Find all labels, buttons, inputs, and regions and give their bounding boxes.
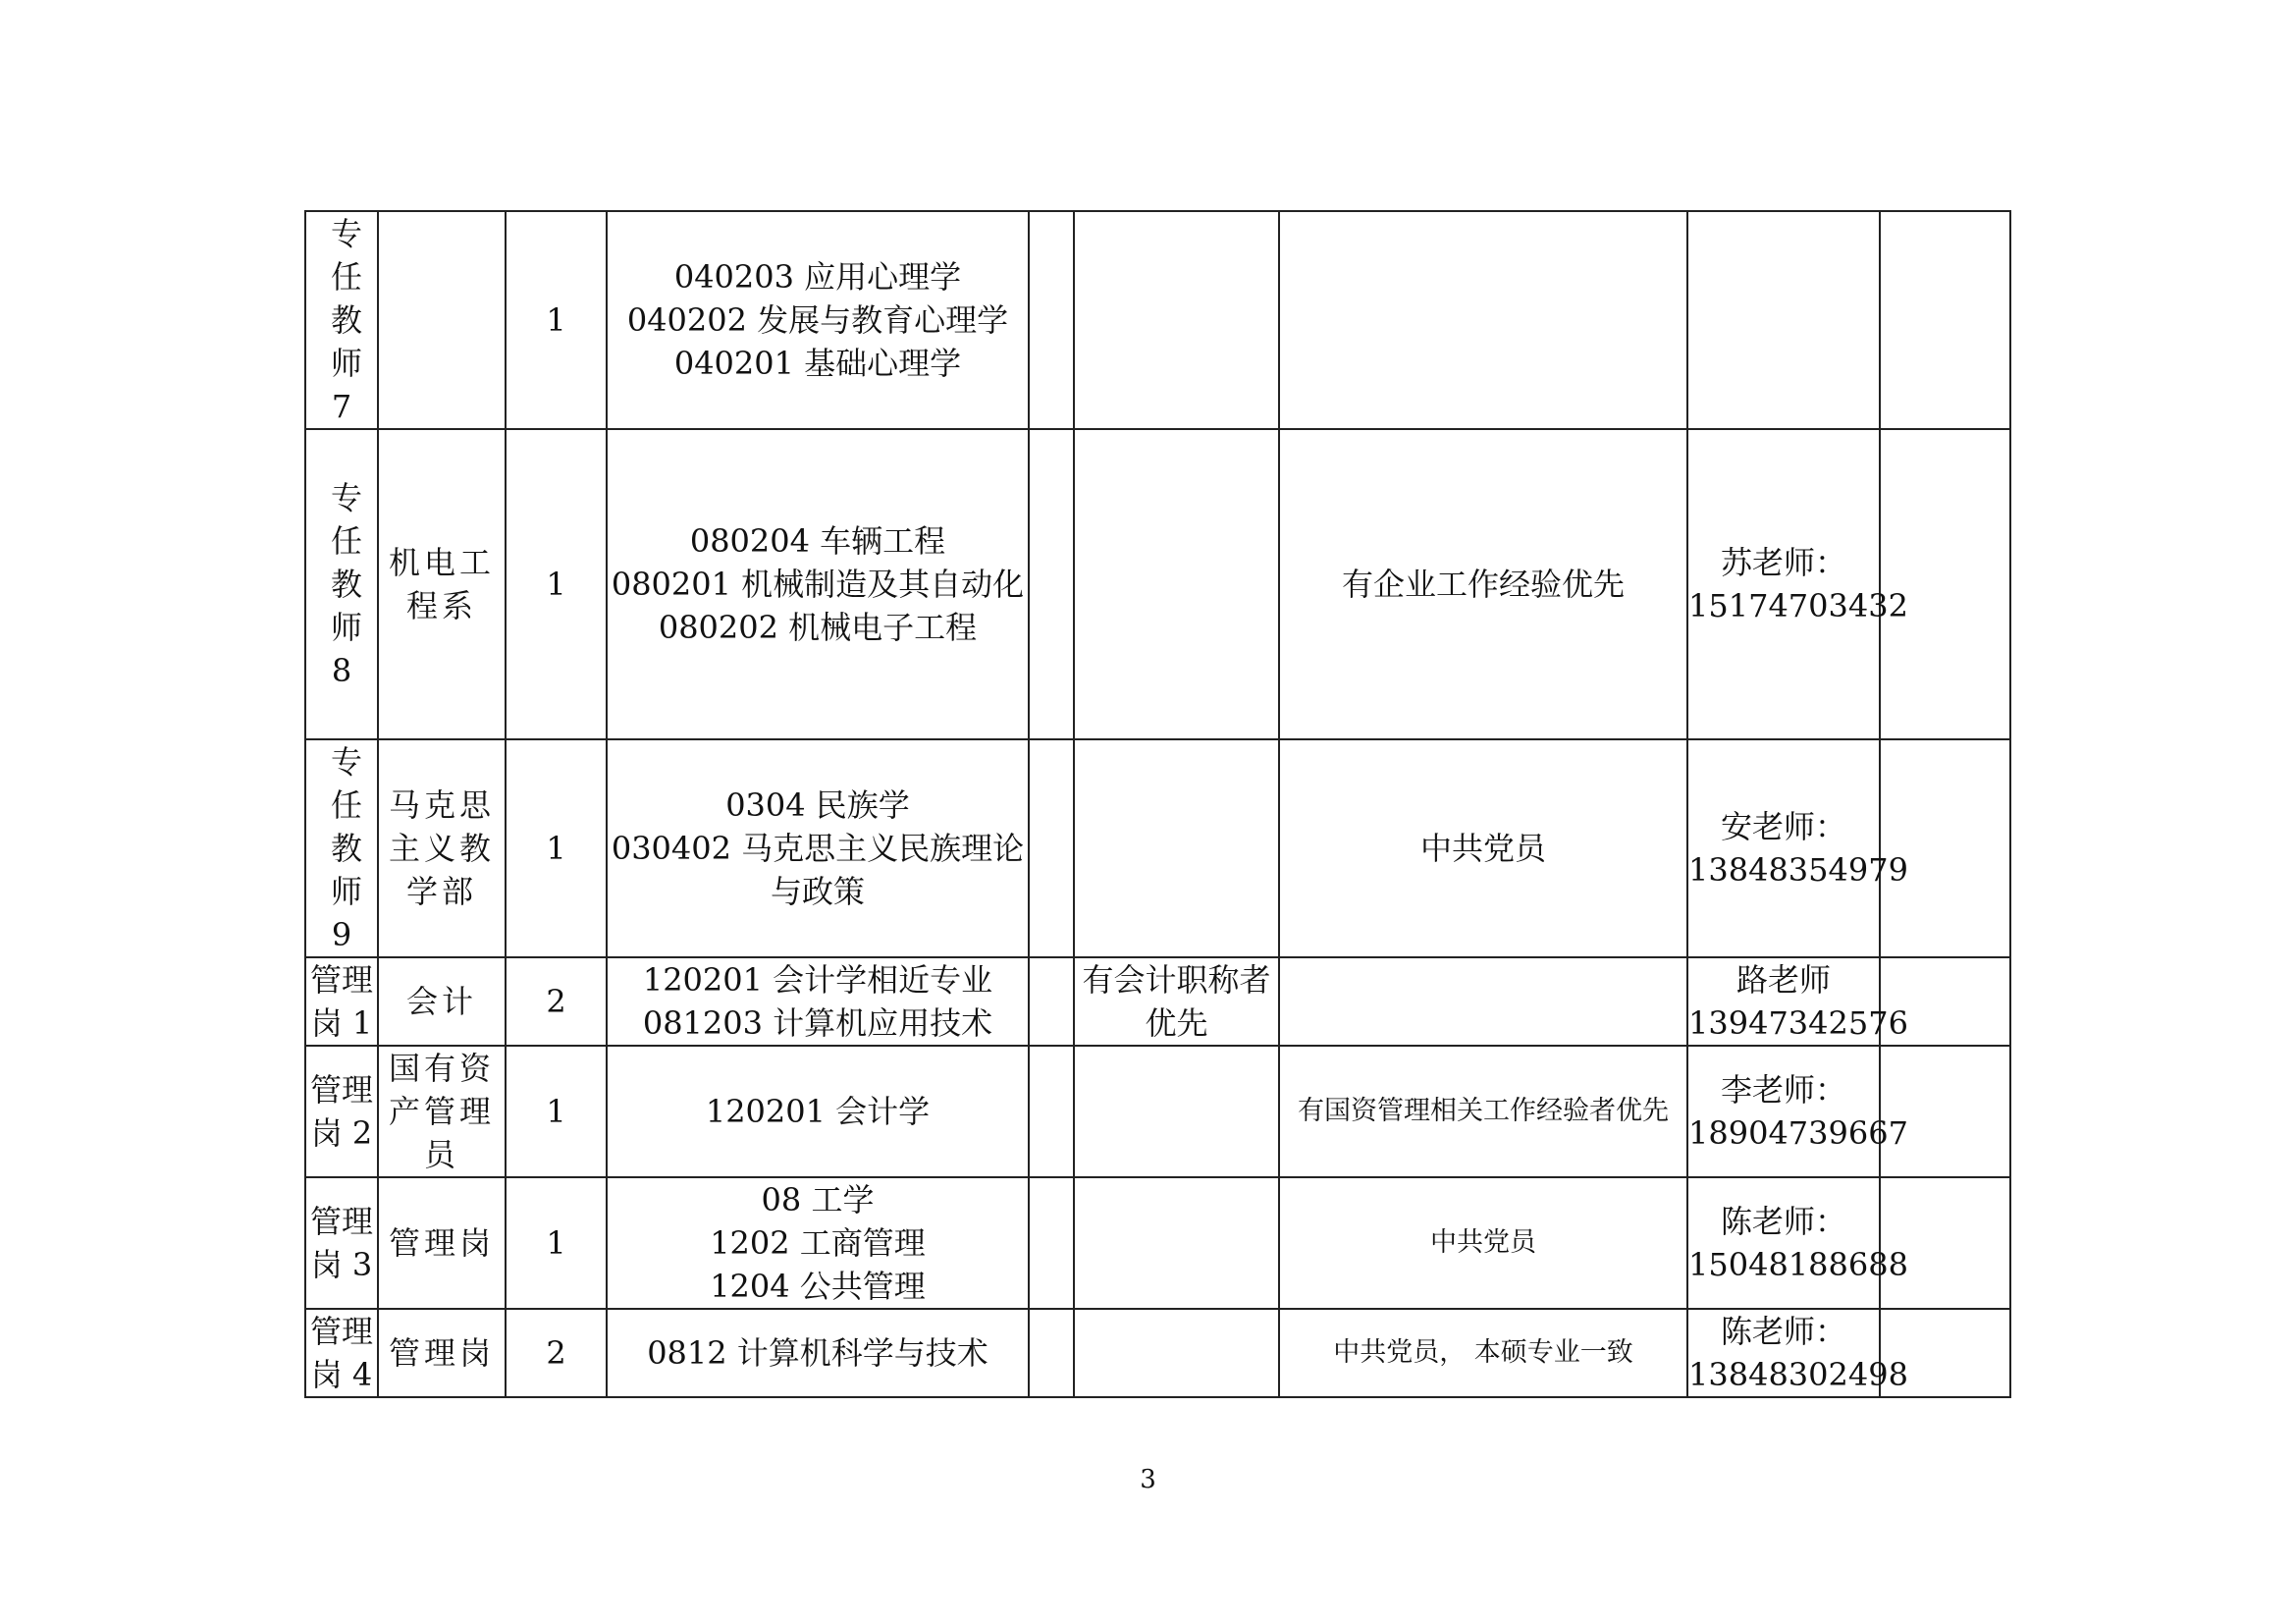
count-cell [506, 739, 607, 957]
major-line: 120201 会计学 [705, 1093, 931, 1130]
requirement-cell [1074, 1309, 1279, 1397]
contact-name: 安老师： [1720, 808, 1846, 845]
department-cell [378, 1046, 506, 1177]
table-row [305, 1046, 2010, 1177]
major-cell [607, 429, 1029, 739]
position-label: 专任教师8 [331, 479, 363, 689]
note-text: 有国资管理相关工作经验者优先 [1298, 1096, 1669, 1126]
page-number: 3 [1140, 1465, 1156, 1494]
contact-cell [1687, 211, 1880, 429]
major-line: 080204 车辆工程 [689, 522, 946, 560]
position-label: 岗 3 [310, 1246, 373, 1283]
department-label: 管理岗 [389, 1224, 496, 1262]
note-text: 中共党员 [1419, 830, 1546, 867]
blank-cell [1029, 1309, 1074, 1397]
contact-cell [1687, 957, 1908, 1046]
major-line: 08 工学 [761, 1181, 875, 1218]
blank-cell [1029, 739, 1074, 957]
count-cell [506, 1177, 607, 1309]
count-value: 1 [546, 1224, 566, 1262]
blank-cell [1029, 211, 1074, 429]
count-value: 1 [546, 830, 566, 867]
position-label: 管理 [309, 1313, 373, 1350]
count-value: 2 [546, 1334, 566, 1372]
blank-cell [1029, 1177, 1074, 1309]
note-cell [1279, 739, 1687, 957]
remark-cell [1880, 211, 2010, 429]
requirement-cell [1074, 211, 1279, 429]
position-label: 专任教师9 [331, 743, 363, 953]
requirement-cell [1074, 429, 1279, 739]
major-cell [607, 739, 1029, 957]
table-row [305, 1177, 2010, 1309]
department-label: 国有资产管理员 [389, 1050, 496, 1173]
contact-cell [1687, 429, 1908, 739]
major-cell [607, 211, 1029, 429]
requirement-cell [1074, 1046, 1279, 1177]
count-value: 1 [546, 1093, 566, 1130]
contact-name: 苏老师： [1720, 544, 1846, 581]
major-line: 040203 应用心理学 [673, 258, 962, 296]
count-cell [506, 429, 607, 739]
position-cell [305, 957, 378, 1046]
blank-cell [1029, 429, 1074, 739]
department-label: 会计 [405, 983, 477, 1020]
requirement-cell [1074, 1177, 1279, 1309]
contact-cell [1687, 739, 1908, 957]
major-cell [607, 1046, 1029, 1177]
note-cell [1279, 1177, 1687, 1309]
major-line: 080202 机械电子工程 [658, 609, 978, 646]
contact-phone: 15174703432 [1688, 587, 1908, 624]
contact-phone: 18904739667 [1688, 1114, 1908, 1152]
requirement-cell [1074, 739, 1279, 957]
major-line: 1204 公共管理 [710, 1268, 926, 1305]
contact-phone: 15048188688 [1688, 1246, 1908, 1283]
count-cell [506, 1309, 607, 1397]
department-cell [378, 739, 506, 957]
blank-cell [1029, 957, 1074, 1046]
major-cell [607, 957, 1029, 1046]
major-line: 120201 会计学相近专业 [642, 961, 993, 999]
contact-name: 陈老师： [1720, 1313, 1846, 1350]
contact-name: 路老师 [1735, 961, 1831, 999]
major-line: 081203 计算机应用技术 [642, 1004, 993, 1042]
note-text: 中共党员 [1430, 1227, 1536, 1258]
position-label: 岗 4 [310, 1356, 373, 1393]
note-cell [1279, 1046, 1687, 1177]
position-label: 管理 [309, 961, 373, 999]
count-value: 2 [546, 983, 566, 1020]
count-cell [506, 1046, 607, 1177]
note-cell [1279, 957, 1687, 1046]
count-cell [506, 957, 607, 1046]
count-value: 1 [546, 301, 566, 339]
contact-cell [1687, 1177, 1908, 1309]
count-cell [506, 211, 607, 429]
department-cell [378, 211, 506, 429]
table-row [305, 739, 2010, 957]
major-line: 0304 民族学 [725, 786, 910, 824]
department-label: 管理岗 [389, 1334, 496, 1372]
position-label: 专任教师7 [331, 215, 363, 425]
major-cell [607, 1309, 1029, 1397]
remark-cell [1880, 1177, 2010, 1309]
position-cell [305, 1046, 378, 1177]
position-cell [305, 429, 378, 739]
requirement-text: 有会计职称者 [1082, 961, 1271, 999]
note-cell [1279, 211, 1687, 429]
note-text: 有企业工作经验优先 [1341, 566, 1625, 603]
blank-cell [1029, 1046, 1074, 1177]
remark-cell [1880, 739, 2010, 957]
remark-cell [1880, 429, 2010, 739]
remark-cell [1880, 1046, 2010, 1177]
requirement-text: 优先 [1145, 1004, 1208, 1042]
position-label: 管理 [309, 1071, 373, 1109]
contact-phone: 13848302498 [1688, 1356, 1908, 1393]
note-cell [1279, 1309, 1687, 1397]
contact-cell [1687, 1309, 1908, 1397]
position-cell [305, 211, 378, 429]
major-cell [607, 1177, 1029, 1309]
contact-phone: 13848354979 [1688, 851, 1908, 889]
major-line: 080201 机械制造及其自动化 [611, 566, 1025, 603]
department-label: 机电工程系 [389, 544, 496, 624]
table-row [305, 1309, 2010, 1397]
table-row [305, 957, 2010, 1046]
contact-name: 李老师： [1720, 1071, 1846, 1109]
table-row [305, 429, 2010, 739]
requirement-cell [1074, 957, 1279, 1046]
note-cell [1279, 429, 1687, 739]
position-label: 岗 1 [310, 1004, 373, 1042]
department-cell [378, 1309, 506, 1397]
contact-name: 陈老师： [1720, 1203, 1846, 1240]
contact-phone: 13947342576 [1688, 1004, 1908, 1042]
major-line: 1202 工商管理 [710, 1224, 926, 1262]
department-cell [378, 1177, 506, 1309]
count-value: 1 [546, 566, 566, 603]
position-label: 岗 2 [310, 1114, 373, 1152]
position-cell [305, 1309, 378, 1397]
contact-cell [1687, 1046, 1908, 1177]
department-label: 马克思主义教学部 [389, 786, 496, 910]
major-line: 030402 马克思主义民族理论 [611, 830, 1025, 867]
position-cell [305, 1177, 378, 1309]
table-row [305, 211, 2010, 429]
major-line: 040202 发展与教育心理学 [626, 301, 1009, 339]
recruitment-table [304, 210, 2011, 1398]
major-line: 040201 基础心理学 [673, 345, 962, 382]
major-line: 0812 计算机科学与技术 [647, 1334, 988, 1372]
department-cell [378, 429, 506, 739]
department-cell [378, 957, 506, 1046]
note-text: 中共党员， 本硕专业一致 [1333, 1337, 1633, 1368]
major-line: 与政策 [770, 873, 865, 910]
position-cell [305, 739, 378, 957]
position-label: 管理 [309, 1203, 373, 1240]
